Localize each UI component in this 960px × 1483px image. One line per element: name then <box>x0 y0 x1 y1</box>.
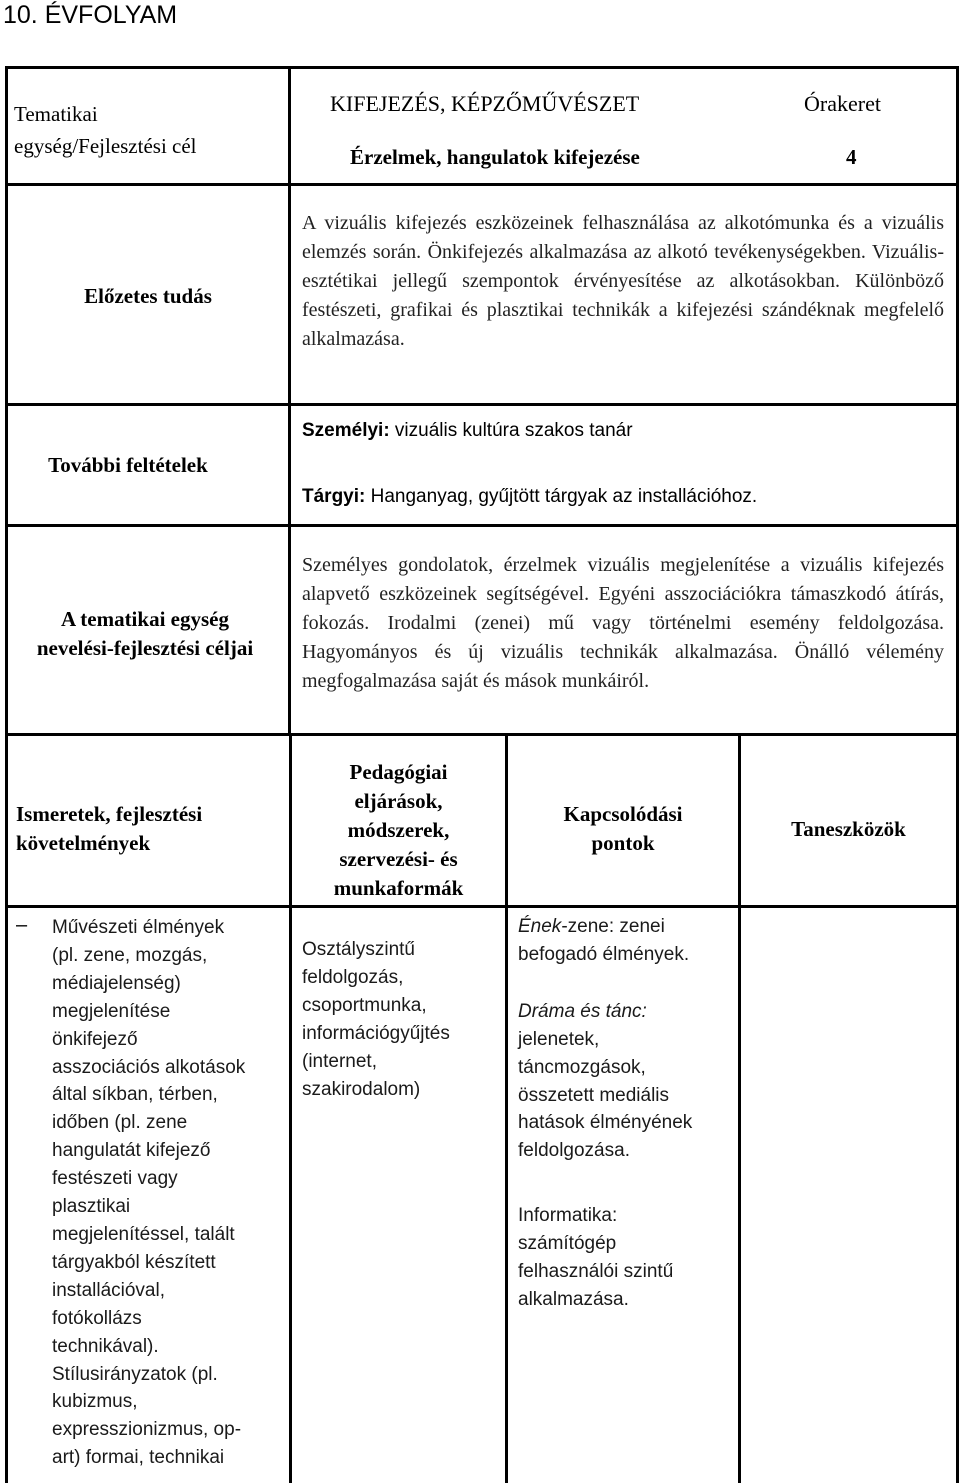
knowledge-dash: – <box>16 914 28 936</box>
connection-music-rest: -zene: zenei <box>561 916 665 937</box>
knowledge-line: installációval, <box>52 1279 165 1301</box>
column-header-methods-line2: eljárások, <box>354 789 443 813</box>
page-header <box>0 0 960 36</box>
conditions-personal <box>302 420 633 442</box>
conditions-material <box>302 486 757 508</box>
column-header-methods <box>292 758 505 903</box>
connections-list <box>518 913 736 1314</box>
connection-it-line: alkalmazása. <box>518 1288 629 1310</box>
conditions-label: További feltételek <box>48 453 208 477</box>
goals-label-line2: nevelési-fejlesztési céljai <box>36 636 254 660</box>
connection-drama-line: feldolgozása. <box>518 1140 630 1162</box>
knowledge-line: kubizmus, <box>52 1391 138 1413</box>
column-header-knowledge-line2: követelmények <box>16 831 151 855</box>
knowledge-line: (pl. zene, mozgás, <box>52 944 208 966</box>
knowledge-line: Stílusirányzatok (pl. <box>52 1363 218 1385</box>
knowledge-line: festészeti vagy <box>52 1168 178 1190</box>
column-header-tools-line1: Taneszközök <box>791 817 906 841</box>
row-divider-conditions <box>5 524 959 527</box>
column-header-tools <box>741 815 956 844</box>
knowledge-line: önkifejező <box>52 1028 138 1050</box>
hours-value: 4 <box>846 145 857 169</box>
connection-drama-subject-text: Dráma és tánc: <box>518 1000 647 1022</box>
knowledge-line: megjelenítése <box>52 1000 171 1022</box>
methods-line: (internet, <box>302 1050 377 1072</box>
table-border-top <box>5 66 959 69</box>
goals-text: Személyes gondolatok, érzelmek vizuális megjelenítése a vizuális kifejezés alapvető eszközeinek segítségével. Egyéni asszociációkra támaszkodó átírás, fokozás. Irodalmi (zenei) mű vagy történelmi esemény feldolgozása. Hagyományos és új vizuális technikák alkalmazása. Önálló vélemény megfogalmazása saját és mások munkáiról. <box>302 554 944 692</box>
knowledge-line: technikával). <box>52 1335 159 1357</box>
column-header-knowledge-line1: Ismeretek, fejlesztési <box>16 802 203 826</box>
connection-music <box>518 913 736 941</box>
conditions-material-label: Tárgyi: <box>302 486 366 507</box>
knowledge-line: médiajelenség) <box>52 972 181 994</box>
column-header-methods-line5: munkaformák <box>333 876 464 900</box>
page-title: 10. ÉVFOLYAM <box>3 1 178 29</box>
methods-list <box>302 936 502 1103</box>
knowledge-line: plasztikai <box>52 1196 131 1218</box>
prior-knowledge-label: Előzetes tudás <box>84 284 212 308</box>
connection-it-subject: Informatika: <box>518 1205 618 1227</box>
knowledge-line: asszociációs alkotások <box>52 1056 246 1078</box>
knowledge-list <box>52 914 288 1472</box>
connection-drama-line: táncmozgások, <box>518 1056 646 1078</box>
knowledge-line: tárgyakból készített <box>52 1251 216 1273</box>
table-border-left <box>5 66 8 1483</box>
connection-it-line: számítógép <box>518 1233 617 1255</box>
column-header-connections-line1: Kapcsolódási <box>563 802 683 826</box>
knowledge-line: megjelenítéssel, talált <box>52 1223 235 1245</box>
conditions-material-text: Hanganyag, gyűjtött tárgyak az installációhoz. <box>365 486 758 507</box>
conditions-personal-text: vizuális kultúra szakos tanár <box>389 420 633 441</box>
unit-subtitle: Érzelmek, hangulatok kifejezése <box>350 145 640 169</box>
knowledge-line: art) formai, technikai <box>52 1447 225 1469</box>
hours-label: Órakeret <box>804 91 881 116</box>
tools-cell <box>741 908 956 1483</box>
unit-title: KIFEJEZÉS, KÉPZŐMŰVÉSZET <box>330 91 640 116</box>
connection-it-line: felhasználói szintű <box>518 1261 674 1283</box>
table-border-right <box>956 66 959 1483</box>
knowledge-line: fotókollázs <box>52 1307 142 1329</box>
knowledge-line: által síkban, térben, <box>52 1084 218 1106</box>
column-header-connections-line2: pontok <box>591 831 655 855</box>
methods-line: feldolgozás, <box>302 966 404 988</box>
prior-knowledge-text: A vizuális kifejezés eszközeinek felhasználása az alkotómunka és a vizuális elemzés során. Önkifejezés alkalmazása az alkotó tevékenységekben. Vizuális-esztétikai jellegű szempontok érvényesítése az alkotásokban. Különböző festészeti, grafikai és plasztikai technikák a kifejezési szándéknak megfelelő alkalmazása. <box>302 212 944 350</box>
connection-drama-line: hatások élményének <box>518 1112 693 1134</box>
header-label-line2: egység/Fejlesztési cél <box>14 134 197 158</box>
column-header-connections <box>508 800 738 858</box>
column-header-methods-line1: Pedagógiai <box>349 760 448 784</box>
connection-drama-subject <box>518 998 736 1026</box>
header-label-cell <box>8 100 230 161</box>
methods-line: csoportmunka, <box>302 994 427 1016</box>
knowledge-line: expresszionizmus, op- <box>52 1419 242 1441</box>
row-divider-prior <box>5 403 959 406</box>
goals-label-line1: A tematikai egység <box>61 607 229 631</box>
knowledge-line: időben (pl. zene <box>52 1112 188 1134</box>
methods-line: információgyűjtés <box>302 1022 450 1044</box>
column-header-methods-line3: módszerek, <box>347 818 450 842</box>
conditions-personal-label: Személyi: <box>302 420 390 441</box>
connection-music-line2: befogadó élmények. <box>518 943 690 965</box>
knowledge-line: hangulatát kifejező <box>52 1140 211 1162</box>
column-header-methods-line4: szervezési- és <box>339 847 458 871</box>
header-label-line1: Tematikai <box>14 102 98 126</box>
methods-line: Osztályszintű <box>302 939 415 960</box>
knowledge-line: Művészeti élmények <box>52 917 225 938</box>
label-column-divider <box>288 66 291 736</box>
row-divider-goals <box>5 733 959 736</box>
connection-drama-line: összetett mediális <box>518 1084 670 1106</box>
connection-drama-line: jelenetek, <box>518 1028 600 1050</box>
goals-label <box>8 605 282 663</box>
row-divider-header <box>5 183 959 186</box>
column-header-knowledge <box>8 800 248 858</box>
connection-music-subject: Ének <box>518 916 562 937</box>
methods-line: szakirodalom) <box>302 1078 421 1100</box>
